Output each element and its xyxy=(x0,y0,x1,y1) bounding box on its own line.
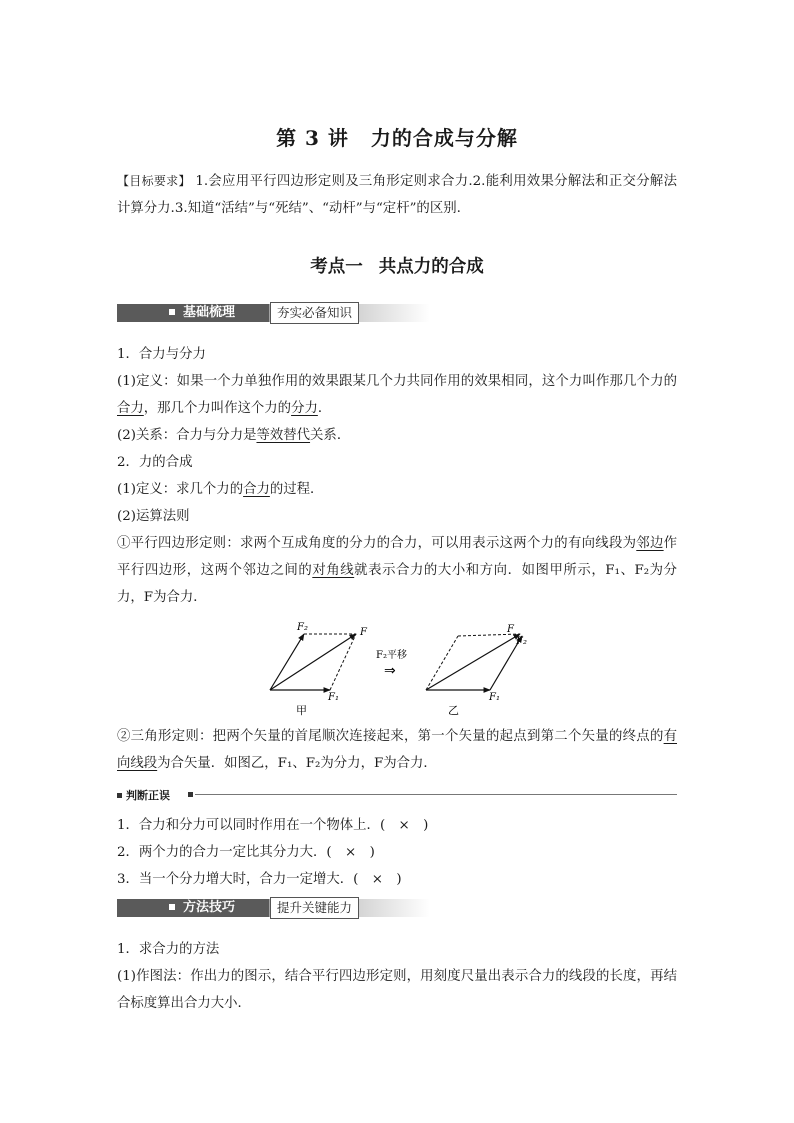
parallelogram-figure xyxy=(260,618,540,718)
judge-divider xyxy=(117,787,677,801)
implies-arrow-icon: ⇒ xyxy=(384,663,396,679)
goal-label: 【目标要求】 xyxy=(117,174,191,188)
parallelogram-rule: ①平行四边形定则：求两个互成角度的分力的合力，可以用表示这两个力的有向线段为邻边作平行四边形，这两个邻边之间的对角线就表示合力的大小和方向．如图甲所示，F₁、F₂为分力，F为合力． xyxy=(117,536,678,605)
section-title: 共点力的合成 xyxy=(378,257,484,277)
judge-square-icon xyxy=(117,793,122,798)
section-number: 考点一 xyxy=(310,257,363,277)
underline-adjacent: 邻边 xyxy=(636,536,664,551)
method-paragraph: (1)作图法：作出力的图示，结合平行四边形定则，用刻度尺量出表示合力的线段的长度，再结合标度算出合力大小． xyxy=(117,969,677,1011)
goal-text: 1.会应用平行四边形定则及三角形定则求合力.2.能利用效果分解法和正交分解法计算分力.3.知道“活结”与“死结”、“动杆”与“定杆”的区别. xyxy=(117,174,677,216)
right-dashed-left xyxy=(426,636,458,690)
underline-component: 分力 xyxy=(291,401,318,416)
judge-item: 3．当一个分力增大时，合力一定增大．( × ) xyxy=(117,872,402,887)
judge-rule-line xyxy=(195,794,677,795)
right-f-label: F xyxy=(507,624,514,635)
square-icon xyxy=(169,309,175,315)
left-caption: 甲 xyxy=(296,704,307,717)
underline-resultant: 合力 xyxy=(117,401,144,416)
relation-line: (2)关系：合力与分力是等效替代关系． xyxy=(117,428,351,443)
underline-diagonal: 对角线 xyxy=(312,563,355,578)
square-icon xyxy=(169,904,175,910)
lecture-number: 第 3 讲 xyxy=(276,126,349,150)
banner-basic xyxy=(117,302,430,324)
underline-directed-segment: 有向线段 xyxy=(117,729,677,771)
lecture-title: 力的合成与分解 xyxy=(370,126,518,150)
banner-box: 提升关键能力 xyxy=(270,897,359,919)
definition-paragraph: (1)定义：如果一个力单独作用的效果跟某几个力共同作用的效果相同，这个力叫作那几个力的合力，那几个力叫作这个力的分力． xyxy=(117,374,677,416)
synthesis-definition: (1)定义：求几个力的合力的过程． xyxy=(117,482,324,497)
judge-square-icon-2 xyxy=(188,792,193,797)
underline-resultant-2: 合力 xyxy=(243,482,270,497)
page-title xyxy=(0,122,794,151)
judge-list xyxy=(117,812,677,893)
left-f-label: F xyxy=(360,627,367,638)
method-block xyxy=(117,936,677,1017)
left-f2-arrow xyxy=(270,634,304,690)
rule-heading: (2)运算法则 xyxy=(117,509,190,524)
triangle-rule: ②三角形定则：把两个矢量的首尾顺次连接起来，第一个矢量的起点到第二个矢量的终点的有向线段为合矢量．如图乙，F₁、F₂为分力，F为合力． xyxy=(117,729,677,771)
left-f2-label: F₂ xyxy=(297,622,308,633)
left-f1-label: F₁ xyxy=(328,692,339,703)
right-f2-label: F₂ xyxy=(516,636,527,647)
heading-synthesis: 2．力的合成 xyxy=(117,455,193,470)
content-block xyxy=(117,341,677,611)
goal-paragraph xyxy=(117,168,677,222)
right-caption: 乙 xyxy=(448,704,459,717)
banner-box: 夯实必备知识 xyxy=(270,302,359,324)
heading-force-composition: 1．合力与分力 xyxy=(117,347,206,362)
underline-equivalent: 等效替代 xyxy=(256,428,311,443)
judge-item: 2．两个力的合力一定比其分力大．( × ) xyxy=(117,845,375,860)
method-heading: 1．求合力的方法 xyxy=(117,942,220,957)
banner-label: 方法技巧 xyxy=(169,899,235,917)
banner-label: 基础梳理 xyxy=(169,304,235,322)
shift-label: F₂平移 xyxy=(376,650,407,661)
judge-item: 1．合力和分力可以同时作用在一个物体上．( × ) xyxy=(117,818,429,833)
section-heading xyxy=(0,253,794,278)
banner-method xyxy=(117,897,430,919)
judge-label: 判断正误 xyxy=(126,789,170,802)
right-f1-label: F₁ xyxy=(489,692,500,703)
